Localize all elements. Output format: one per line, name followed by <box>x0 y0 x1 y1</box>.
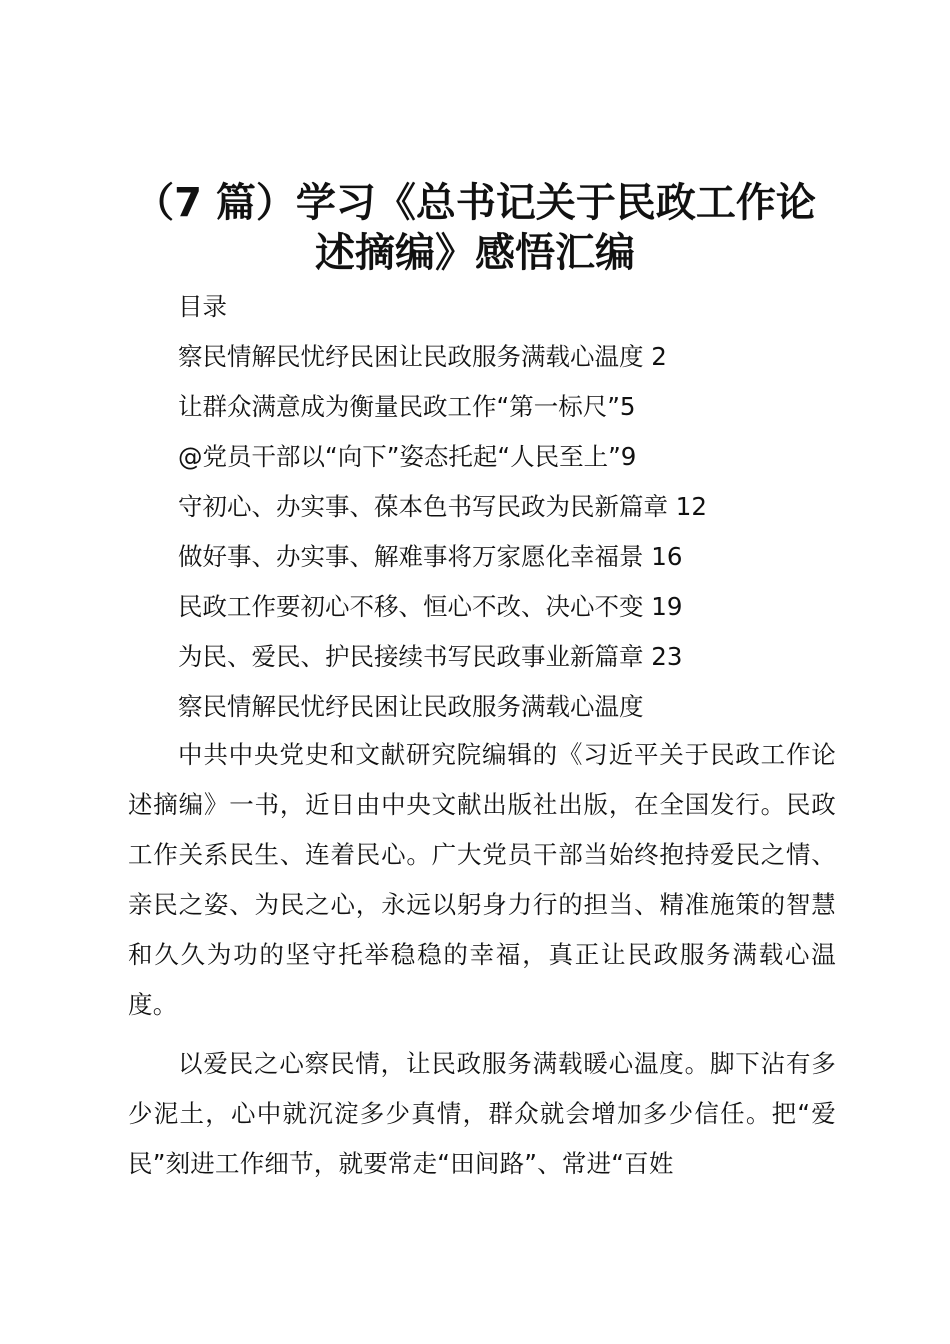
title-line-2: 述摘编》感悟汇编 <box>315 230 635 276</box>
toc-item: 为民、爱民、护民接续书写民政事业新篇章 23 <box>178 642 683 671</box>
toc-item: @党员干部以“向下”姿态托起“人民至上”9 <box>178 442 637 471</box>
body-text <box>128 730 836 1189</box>
toc-item: 守初心、办实事、葆本色书写民政为民新篇章 12 <box>178 492 707 521</box>
paragraph: 中共中央党史和文献研究院编辑的《习近平关于民政工作论述摘编》一书，近日由中央文献出版社出版，在全国发行。民政工作关系民生、连着民心。广大党员干部当始终抱持爱民之情、亲民之姿、为民之心，永远以躬身力行的担当、精准施策的智慧和久久为功的坚守托举稳稳的幸福，真正让民政服务满载心温度。 <box>128 740 836 1019</box>
title-line-1: （7 篇）学习《总书记关于民政工作论 <box>134 180 816 226</box>
toc-heading: 目录 <box>178 292 227 321</box>
toc-item: 察民情解民忧纾民困让民政服务满载心温度 2 <box>178 342 667 371</box>
toc-item: 做好事、办实事、解难事将万家愿化幸福景 16 <box>178 542 683 571</box>
toc-item: 让群众满意成为衡量民政工作“第一标尺”5 <box>178 392 636 421</box>
document-title <box>100 178 850 278</box>
paragraph: 以爱民之心察民情，让民政服务满载暖心温度。脚下沾有多少泥土，心中就沉淀多少真情，群众就会增加多少信任。把“爱民”刻进工作细节，就要常走“田间路”、常进“百姓 <box>128 1049 836 1178</box>
section-heading: 察民情解民忧纾民困让民政服务满载心温度 <box>178 692 644 721</box>
table-of-contents <box>178 282 878 732</box>
toc-item: 民政工作要初心不移、恒心不改、决心不变 19 <box>178 592 683 621</box>
